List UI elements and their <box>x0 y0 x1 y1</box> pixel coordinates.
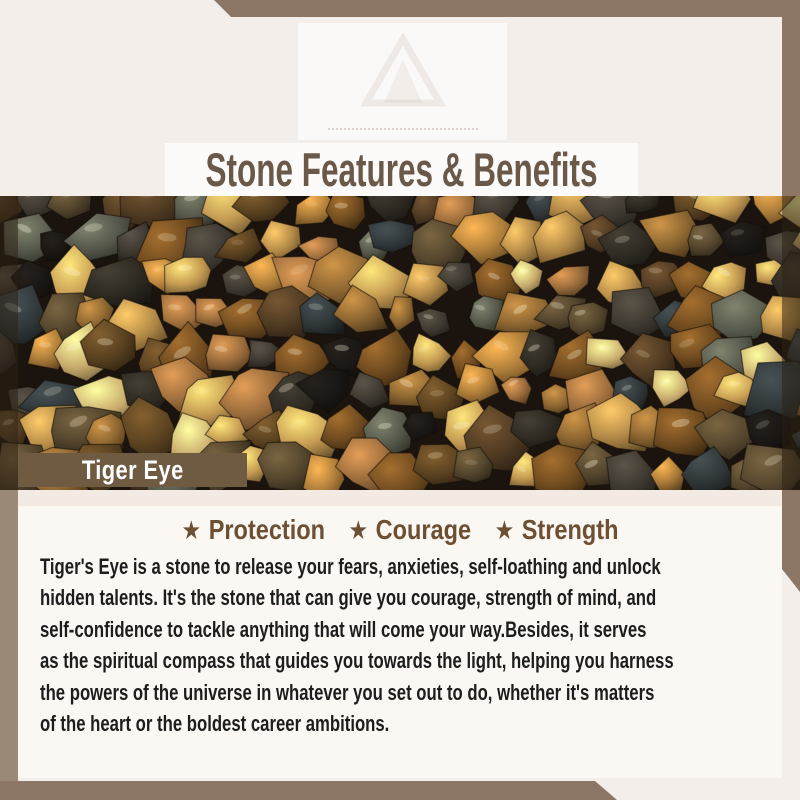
benefit-label: Protection <box>208 514 326 545</box>
benefit-item <box>495 514 619 546</box>
stone-name-badge <box>18 453 247 487</box>
stone-description <box>40 551 785 739</box>
benefits-row <box>79 514 721 546</box>
benefit-item <box>182 514 325 546</box>
watermark <box>298 23 507 140</box>
benefit-item <box>349 514 472 546</box>
description-line: self-confidence to tackle anything that will come your way.Besides, it serves <box>40 616 647 642</box>
frame-top-band <box>214 0 800 17</box>
stone-photo <box>0 196 800 490</box>
star-icon: ★ <box>494 516 515 546</box>
frame-bottom-band <box>0 781 617 800</box>
photo-bottom-gap <box>0 490 800 506</box>
stone-name: Tiger Eye <box>81 454 184 485</box>
benefit-label: Courage <box>375 514 472 545</box>
description-line: as the spiritual compass that guides you towards the light, helping you harness <box>40 648 674 674</box>
frame-left-strip <box>0 490 18 800</box>
photo-edge-shade-right <box>782 196 800 490</box>
photo-edge-shade-left <box>0 196 18 490</box>
section-title-banner <box>165 143 638 196</box>
description-line: of the heart or the boldest career ambitions. <box>40 711 390 737</box>
brand-watermark-icon <box>348 33 458 115</box>
section-title: Stone Features & Benefits <box>205 143 598 196</box>
description-line: hidden talents. It's the stone that can give you courage, strength of mind, and <box>40 585 657 611</box>
description-line: the powers of the universe in whatever you set out to do, whether it's matters <box>40 679 655 705</box>
frame-right-strip-upper <box>782 17 800 196</box>
description-line: Tiger's Eye is a stone to release your fears, anxieties, self-loathing and unlock <box>40 554 661 579</box>
star-icon: ★ <box>181 516 202 546</box>
star-icon: ★ <box>348 516 369 546</box>
watermark-dots <box>328 128 478 130</box>
benefit-label: Strength <box>521 514 619 545</box>
